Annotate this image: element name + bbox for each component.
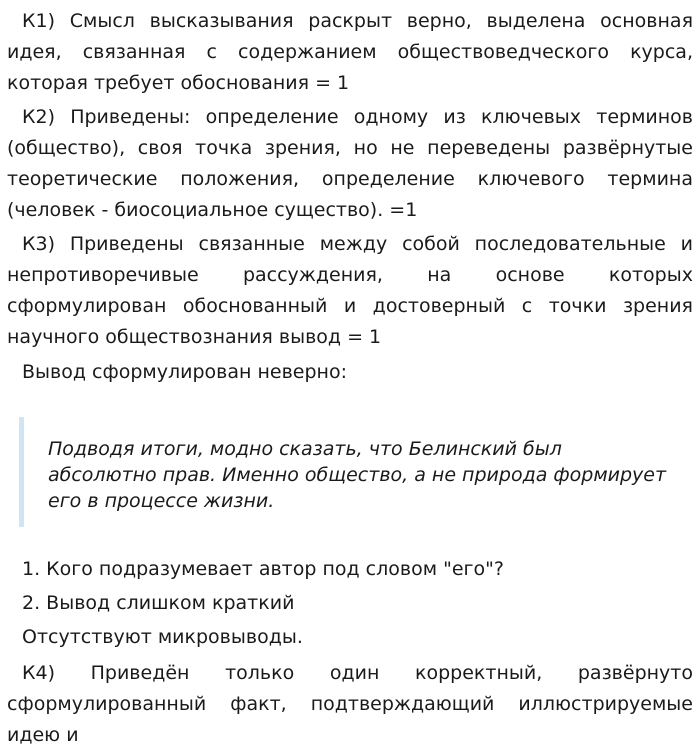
document-page (0, 6, 700, 746)
conclusion-wrong-label: Вывод сформулирован неверно: (22, 361, 347, 383)
criterion-k2: К2) Приведены: определение одному из ключевых терминов (общество), своя точка зрения, но не переведены развёрнутые теоретические положения, определение ключевого термина (человек - биосоциальное существо). =1 (7, 106, 693, 221)
criterion-k1: К1) Смысл высказывания раскрыт верно, выделена основная идея, связанная с содержанием обществоведческого курса, которая требует обоснования = 1 (7, 10, 693, 94)
quote-text: Подводя итоги, модно сказать, что Белинский был абсолютно прав. Именно общество, а не природа формирует его в процессе жизни. (48, 438, 667, 512)
no-microconclusions: Отсутствуют микровыводы. (22, 626, 303, 648)
quote-block (19, 417, 669, 527)
list-item: 1. Кого подразумевает автор под словом "его"? (22, 558, 504, 580)
criterion-k3: К3) Приведены связанные между собой последовательные и непротиворечивые рассуждения, на основе которых сформулирован обоснованный и достоверный с точки зрения научного обществознания вывод = 1 (7, 233, 693, 348)
remarks-list (0, 552, 700, 654)
criterion-k4: К4) Приведён только один корректный, развёрнуто сформулированный факт, подтверждающий иллюстрируемые идею и (7, 662, 693, 746)
list-item: 2. Вывод слишком краткий (22, 592, 295, 614)
